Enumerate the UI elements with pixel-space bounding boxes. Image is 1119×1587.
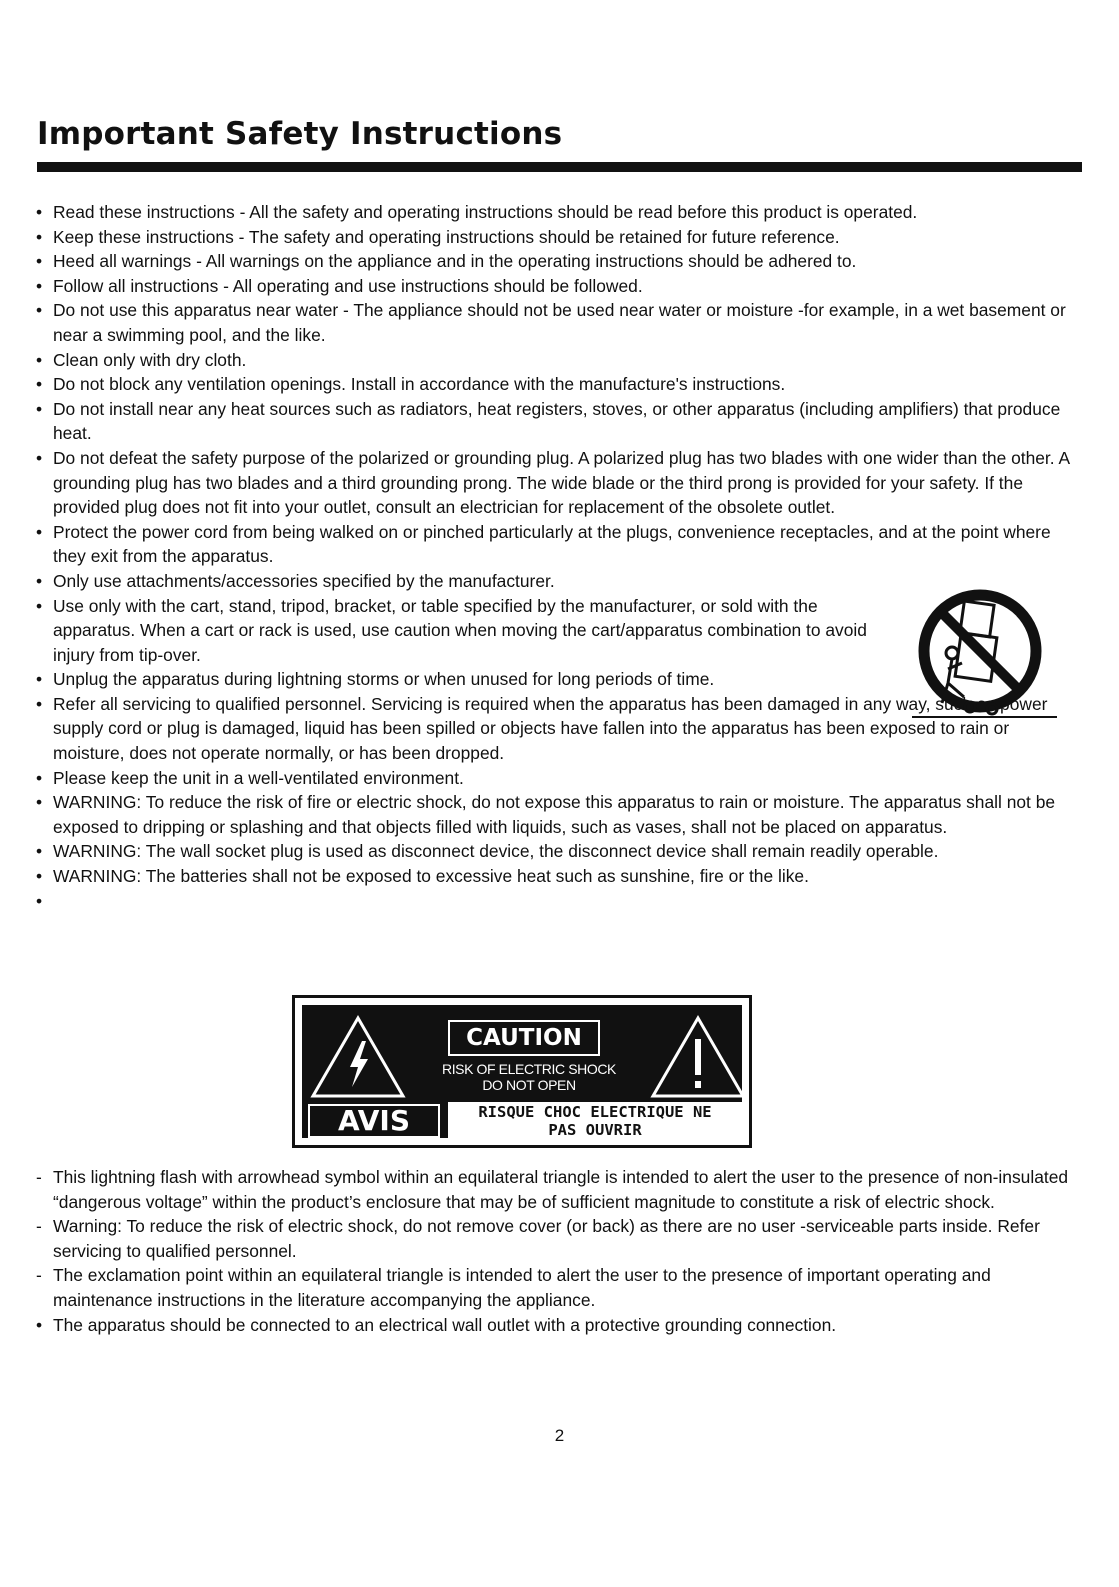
french-warning-line: PAS OUVRIR	[548, 1121, 642, 1139]
list-item: • Only use attachments/accessories specified by the manufacturer.	[35, 569, 873, 594]
list-item: • Do not use this apparatus near water - The appliance should not be used near water or moisture -for example, in a wet basement or near a swimming pool, and the like.	[35, 298, 1085, 347]
caution-risk-text	[414, 1061, 644, 1093]
list-item: • WARNING: To reduce the risk of fire or electric shock, do not expose this apparatus to rain or moisture. The apparatus shall not be exposed to dripping or splashing and that objects filled with liquids, such as vases, shall not be placed on apparatus.	[35, 790, 1085, 839]
list-item: - Warning: To reduce the risk of electric shock, do not remove cover (or back) as there are no user -serviceable parts inside. Refer servicing to qualified personnel.	[35, 1214, 1095, 1263]
list-item: • Heed all warnings - All warnings on the appliance and in the operating instructions should be adhered to.	[35, 249, 1085, 274]
lightning-triangle-icon	[310, 1015, 406, 1099]
safety-instructions-list	[35, 200, 1085, 913]
list-item: • Read these instructions - All the safety and operating instructions should be read before this product is operated.	[35, 200, 1085, 225]
list-item: • Do not install near any heat sources such as radiators, heat registers, stoves, or other apparatus (including amplifiers) that produce heat.	[35, 397, 1085, 446]
list-item: - This lightning flash with arrowhead symbol within an equilateral triangle is intended to alert the user to the presence of non-insulated “dangerous voltage” within the product’s enclosure that may be of sufficient magnitude to constitute a risk of electric shock.	[35, 1165, 1095, 1214]
page-title: Important Safety Instructions	[37, 116, 563, 152]
caution-heading: CAUTION	[448, 1020, 600, 1056]
exclamation-triangle-icon	[650, 1015, 746, 1099]
french-warning	[448, 1102, 742, 1140]
list-item: • Use only with the cart, stand, tripod, bracket, or table specified by the manufacturer, or sold with the apparatus. When a cart or rack is used, use caution when moving the cart/apparatus combination to avoid injury from tip-over.	[35, 594, 873, 668]
list-item: • WARNING: The wall socket plug is used as disconnect device, the disconnect device shall remain readily operable.	[35, 839, 1085, 864]
page-number: 2	[554, 1426, 565, 1445]
list-item: • Do not defeat the safety purpose of the polarized or grounding plug. A polarized plug has two blades with one wider than the other. A grounding plug has two blades and a third grounding prong. The wide blade or the third prong is provided for your safety. If the provided plug does not fit into your outlet, consult an electrician for replacement of the obsolete outlet.	[35, 446, 1085, 520]
list-item: • Please keep the unit in a well-ventilated environment.	[35, 766, 1085, 791]
title-underline	[37, 162, 1082, 172]
list-item-empty	[35, 889, 1085, 914]
list-item: • Keep these instructions - The safety and operating instructions should be retained for future reference.	[35, 225, 1085, 250]
list-item: • Protect the power cord from being walked on or pinched particularly at the plugs, convenience receptacles, and at the point where they exit from the apparatus.	[35, 520, 1085, 569]
caution-risk-line: RISK OF ELECTRIC SHOCK	[441, 1061, 616, 1077]
list-item: • Follow all instructions - All operating and use instructions should be followed.	[35, 274, 1085, 299]
french-warning-line: RISQUE CHOC ELECTRIQUE NE	[478, 1103, 712, 1121]
avis-text: AVIS	[310, 1106, 438, 1136]
list-item: • Do not block any ventilation openings. Install in accordance with the manufacture's instructions.	[35, 372, 1085, 397]
list-item: • WARNING: The batteries shall not be exposed to excessive heat such as sunshine, fire or the like.	[35, 864, 1085, 889]
list-item: • Clean only with dry cloth.	[35, 348, 1085, 373]
avis-badge	[308, 1104, 440, 1138]
caution-risk-line: DO NOT OPEN	[482, 1077, 576, 1093]
list-item: • Refer all servicing to qualified personnel. Servicing is required when the apparatus has been damaged in any way, such as power supply cord or plug is damaged, liquid has been spilled or objects have fallen into the apparatus has been exposed to rain or moisture, does not operate normally, or has been dropped.	[35, 692, 1085, 766]
caution-label-panel	[302, 1005, 742, 1138]
list-item: • Unplug the apparatus during lightning storms or when unused for long periods of time.	[35, 667, 873, 692]
symbol-explanations-list	[35, 1165, 1095, 1337]
no-cart-tip-over-icon	[912, 585, 1057, 725]
list-item: - The exclamation point within an equilateral triangle is intended to alert the user to the presence of important operating and maintenance instructions in the literature accompanying the appliance.	[35, 1263, 1095, 1312]
list-item: • The apparatus should be connected to an electrical wall outlet with a protective grounding connection.	[35, 1313, 1095, 1338]
caution-label	[292, 995, 752, 1148]
